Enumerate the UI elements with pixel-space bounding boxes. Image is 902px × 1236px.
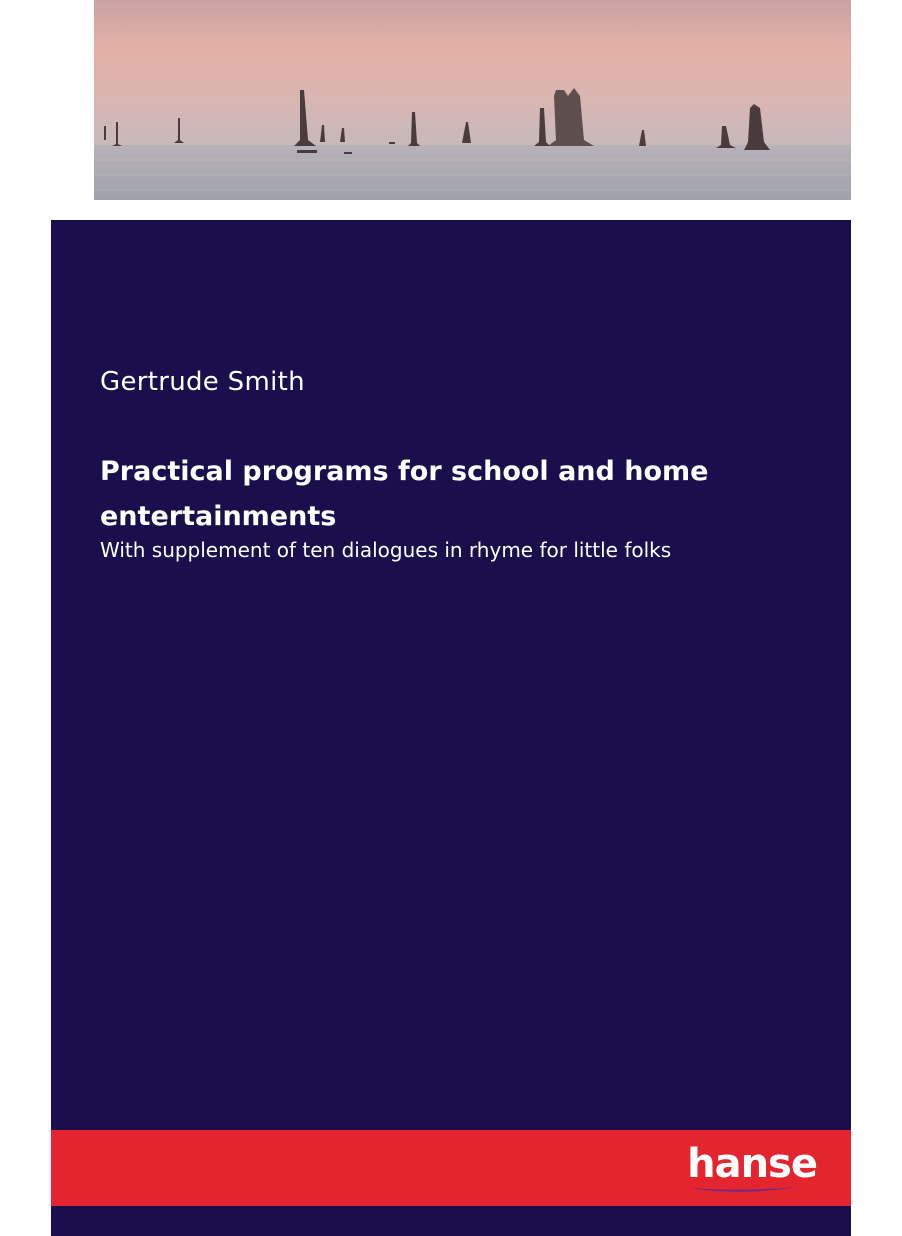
cover-photo-sailing-ships: [94, 0, 851, 200]
publisher-band: [51, 1130, 851, 1206]
book-title: Practical programs for school and home entertainments: [100, 456, 709, 532]
publisher-name: hanse: [687, 1141, 817, 1187]
cover-body: [51, 220, 851, 1236]
publisher-logo: [687, 1142, 817, 1194]
book-subtitle: With supplement of ten dialogues in rhyme for little folks: [100, 538, 672, 562]
author-name: Gertrude Smith: [100, 367, 305, 397]
